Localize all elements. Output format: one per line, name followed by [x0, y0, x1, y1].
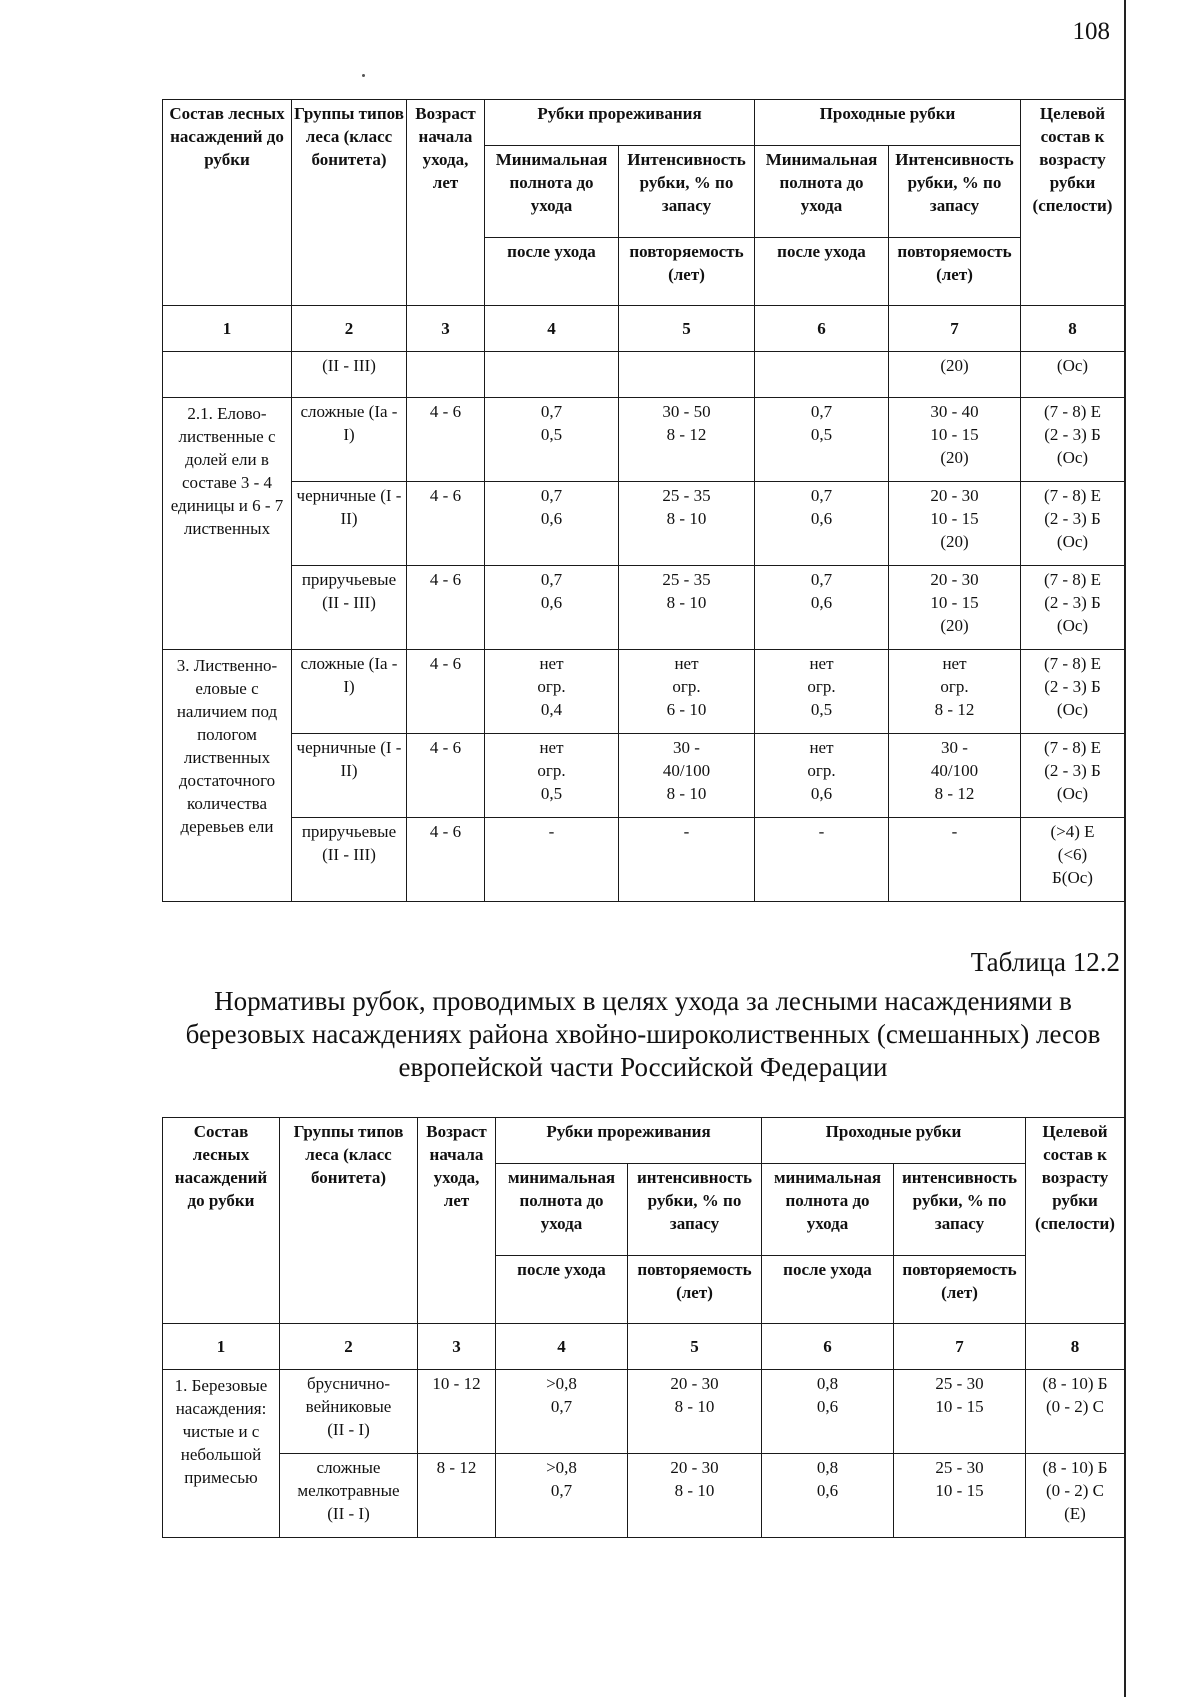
table-cell: 4 - 6 [407, 734, 485, 818]
cell-line: (2 - 3) Б [1044, 593, 1101, 612]
table-cell [280, 1370, 418, 1454]
column-numbers-row [163, 306, 1125, 352]
header-intensity: Интенсивность рубки, % по запасу [619, 146, 755, 238]
cell-line: >0,8 [546, 1458, 577, 1477]
cell-line: (2 - 3) Б [1044, 761, 1101, 780]
cell-line: 0,6 [540, 509, 563, 528]
cell-line: (>4) Е [1050, 822, 1095, 841]
column-numbers-row [163, 1324, 1125, 1370]
cell-line: (Е) [1064, 1504, 1086, 1523]
cell-line: сложные мелкотравные [297, 1458, 400, 1500]
cell-line: 0,6 [810, 509, 833, 528]
column-number: 8 [1026, 1324, 1125, 1370]
cell-line: 30 - 40 [930, 402, 979, 421]
table-cell [1021, 482, 1125, 566]
table-cell [628, 1454, 762, 1538]
header-intensity: интенсивность рубки, % по запасу [628, 1164, 762, 1256]
cell-line: 20 - 30 [930, 486, 979, 505]
column-number: 8 [1021, 306, 1125, 352]
cell-line: (20) [940, 532, 969, 551]
cell-line: 0,5 [810, 425, 833, 444]
cell-line: 30 - [673, 738, 700, 757]
cell-line: 25 - 30 [935, 1458, 984, 1477]
header-after-care: после ухода [755, 238, 889, 306]
table-cell: 10 - 12 [418, 1370, 496, 1454]
cell-line: 0,7 [540, 402, 563, 421]
composition-cell: 3. Лиственно-еловые с наличием под пологом лиственных достаточного количества деревьев ели [163, 650, 292, 902]
cell-line: (0 - 2) С [1045, 1397, 1105, 1416]
table-body [163, 1370, 1125, 1538]
table-cell: (II - III) [292, 352, 407, 398]
table-cell: 4 - 6 [407, 566, 485, 650]
header-intensity: интенсивность рубки, % по запасу [894, 1164, 1026, 1256]
table-cell [292, 818, 407, 902]
cell-line: 10 - 15 [930, 425, 979, 444]
cell-line: 10 - 15 [935, 1397, 984, 1416]
cell-line: (8 - 10) Б [1042, 1458, 1108, 1477]
header-start-age: Возраст начала ухода, лет [418, 1118, 496, 1324]
table-cell [755, 650, 889, 734]
cell-line: (II - I) [327, 1504, 370, 1523]
cell-line: 0,5 [540, 784, 563, 803]
table-cell [163, 352, 292, 398]
table-cell: (Ос) [1021, 352, 1125, 398]
table-row [163, 734, 1125, 818]
table-cell [628, 1370, 762, 1454]
composition-cell: 2.1. Елово-лиственные с долей ели в составе 3 - 4 единицы и 6 - 7 лиственных [163, 398, 292, 650]
cell-line: 20 - 30 [670, 1458, 719, 1477]
table-cell [894, 1454, 1026, 1538]
cell-line: 20 - 30 [670, 1374, 719, 1393]
header-repeatability: повторяемость (лет) [628, 1256, 762, 1324]
cell-line: 0,7 [810, 570, 833, 589]
cell-line: Б(Ос) [1052, 868, 1093, 887]
table-cell [1021, 398, 1125, 482]
cell-line: 0,6 [540, 593, 563, 612]
cell-line: 6 - 10 [666, 700, 707, 719]
cell-line: нет [539, 738, 564, 757]
header-intensity: Интенсивность рубки, % по запасу [889, 146, 1021, 238]
column-number: 7 [894, 1324, 1026, 1370]
cell-line: (<6) [1057, 845, 1088, 864]
cell-line: (II - I) [327, 1420, 370, 1439]
table-cell: - [619, 818, 755, 902]
table-row [163, 566, 1125, 650]
table-cell: 8 - 12 [418, 1454, 496, 1538]
header-thinning: Рубки прореживания [485, 100, 755, 146]
header-min-density: минимальная полнота до ухода [762, 1164, 894, 1256]
column-number: 4 [496, 1324, 628, 1370]
header-thinning: Рубки прореживания [496, 1118, 762, 1164]
header-composition: Состав лесных насаждений до рубки [163, 1118, 280, 1324]
cell-line: (Ос) [1056, 532, 1089, 551]
header-min-density: Минимальная полнота до ухода [485, 146, 619, 238]
table-cell: - [755, 818, 889, 902]
cell-line: (20) [940, 616, 969, 635]
cell-line: 8 - 10 [666, 784, 707, 803]
column-number: 1 [163, 306, 292, 352]
cell-line: 20 - 30 [930, 570, 979, 589]
column-number: 2 [280, 1324, 418, 1370]
cell-line: огр. [672, 677, 701, 696]
table-row [163, 1454, 1125, 1538]
cell-line: огр. [807, 677, 836, 696]
cell-line: бруснично-вейниковые [305, 1374, 392, 1416]
cell-line: огр. [940, 677, 969, 696]
column-number: 6 [755, 306, 889, 352]
cell-line: 30 - 50 [662, 402, 711, 421]
cell-line: 8 - 12 [934, 700, 975, 719]
column-number: 3 [407, 306, 485, 352]
table-cell [1021, 566, 1125, 650]
column-number: 7 [889, 306, 1021, 352]
table-cell: черничные (I - II) [292, 482, 407, 566]
table-cell: - [485, 818, 619, 902]
table-cell [496, 1454, 628, 1538]
column-number: 3 [418, 1324, 496, 1370]
table-row [163, 818, 1125, 902]
cell-line: 0,7 [810, 402, 833, 421]
cell-line: (7 - 8) Е [1043, 570, 1102, 589]
table-cell [889, 650, 1021, 734]
table-cell [619, 650, 755, 734]
cell-line: нет [539, 654, 564, 673]
cell-line: 40/100 [662, 761, 711, 780]
table-cell: 4 - 6 [407, 650, 485, 734]
cell-line: (7 - 8) Е [1043, 486, 1102, 505]
cell-line: 8 - 10 [666, 509, 707, 528]
table-row [163, 650, 1125, 734]
cell-line: приручьевые [301, 570, 397, 589]
cell-line: 0,6 [816, 1481, 839, 1500]
cell-line: огр. [537, 761, 566, 780]
cell-line: (20) [940, 448, 969, 467]
table-cell [619, 482, 755, 566]
table-row [163, 352, 1125, 398]
column-number: 6 [762, 1324, 894, 1370]
table-title: Нормативы рубок, проводимых в целях ухода за лесными насаждениями в березовых насаждениях района хвойно-широколиственных (смешанных) лесов европейской части Российской Федерации [185, 986, 1101, 1082]
table-row [163, 398, 1125, 482]
cell-line: нет [809, 738, 834, 757]
cell-line: (7 - 8) Е [1043, 738, 1102, 757]
column-number: 2 [292, 306, 407, 352]
table-cell [485, 398, 619, 482]
cell-line: 25 - 35 [662, 486, 711, 505]
table-cell [280, 1454, 418, 1538]
cell-line: 0,8 [816, 1374, 839, 1393]
table-cell [755, 566, 889, 650]
cell-line: (Ос) [1056, 616, 1089, 635]
table-cell [485, 566, 619, 650]
table-cell [889, 482, 1021, 566]
cell-line: (II - III) [322, 593, 376, 612]
cell-line: 8 - 12 [934, 784, 975, 803]
header-after-care: после ухода [762, 1256, 894, 1324]
cell-line: (0 - 2) С [1045, 1481, 1105, 1500]
header-passing-cuts: Проходные рубки [762, 1118, 1026, 1164]
header-after-care: после ухода [485, 238, 619, 306]
header-min-density: минимальная полнота до ухода [496, 1164, 628, 1256]
cell-line: (II - III) [322, 845, 376, 864]
cell-line: >0,8 [546, 1374, 577, 1393]
cell-line: нет [674, 654, 699, 673]
table-birch-norms [162, 1117, 1125, 1538]
column-number: 1 [163, 1324, 280, 1370]
table-cell [755, 398, 889, 482]
cell-line: нет [942, 654, 967, 673]
cell-line: (Ос) [1056, 448, 1089, 467]
table-body [163, 398, 1125, 902]
cell-line: 0,7 [540, 486, 563, 505]
cell-line: 8 - 10 [674, 1481, 715, 1500]
cell-line: 8 - 12 [666, 425, 707, 444]
table-cell [889, 566, 1021, 650]
cell-line: огр. [537, 677, 566, 696]
table-cell: черничные (I - II) [292, 734, 407, 818]
table-cell [755, 352, 889, 398]
table-cell [485, 482, 619, 566]
table-cell [894, 1370, 1026, 1454]
cell-line: 0,7 [550, 1397, 573, 1416]
table-cell: сложные (Iа - I) [292, 398, 407, 482]
cell-line: огр. [807, 761, 836, 780]
column-number: 4 [485, 306, 619, 352]
table-cell: 4 - 6 [407, 818, 485, 902]
cell-line: 0,7 [540, 570, 563, 589]
cell-line: (2 - 3) Б [1044, 509, 1101, 528]
header-repeatability: повторяемость (лет) [894, 1256, 1026, 1324]
table-cell [1021, 818, 1125, 902]
cell-line: 0,5 [540, 425, 563, 444]
header-forest-type: Группы типов леса (класс бонитета) [280, 1118, 418, 1324]
table-cell: 4 - 6 [407, 398, 485, 482]
column-number: 5 [628, 1324, 762, 1370]
table-cell [407, 352, 485, 398]
cell-line: приручьевые [301, 822, 397, 841]
header-passing-cuts: Проходные рубки [755, 100, 1021, 146]
cell-line: (8 - 10) Б [1042, 1374, 1108, 1393]
cell-line: 10 - 15 [930, 593, 979, 612]
cell-line: 40/100 [930, 761, 979, 780]
table-row [163, 1370, 1125, 1454]
cell-line: 8 - 10 [666, 593, 707, 612]
table-cell: 4 - 6 [407, 482, 485, 566]
header-target-composition: Целевой состав к возрасту рубки (спелости) [1026, 1118, 1125, 1324]
header-composition: Состав лесных насаждений до рубки [163, 100, 292, 306]
cell-line: 25 - 35 [662, 570, 711, 589]
table-cell [889, 734, 1021, 818]
cell-line: 30 - [941, 738, 968, 757]
header-after-care: после ухода [496, 1256, 628, 1324]
header-repeatability: повторяемость (лет) [619, 238, 755, 306]
cell-line: 0,8 [816, 1458, 839, 1477]
cell-line: (Ос) [1056, 700, 1089, 719]
composition-cell: 1. Березовые насаждения: чистые и с небольшой примесью [163, 1370, 280, 1538]
scan-speck [362, 74, 365, 77]
cell-line: 0,6 [816, 1397, 839, 1416]
table-cell [292, 566, 407, 650]
table-cell [485, 352, 619, 398]
table-cell [485, 650, 619, 734]
table-cell: - [889, 818, 1021, 902]
cell-line: 0,7 [550, 1481, 573, 1500]
header-forest-type: Группы типов леса (класс бонитета) [292, 100, 407, 306]
table-cell [1021, 734, 1125, 818]
table-cell [762, 1454, 894, 1538]
cell-line: 10 - 15 [935, 1481, 984, 1500]
cell-line: 25 - 30 [935, 1374, 984, 1393]
table-label: Таблица 12.2 [970, 947, 1120, 977]
column-number: 5 [619, 306, 755, 352]
table-cell [755, 734, 889, 818]
header-target-composition: Целевой состав к возрасту рубки (спелости) [1021, 100, 1125, 306]
cell-line: (Ос) [1056, 784, 1089, 803]
table-cell [485, 734, 619, 818]
header-min-density: Минимальная полнота до ухода [755, 146, 889, 238]
table-cell [619, 566, 755, 650]
cell-line: 0,6 [810, 593, 833, 612]
table-cell [619, 734, 755, 818]
cell-line: (2 - 3) Б [1044, 425, 1101, 444]
table-cell: (20) [889, 352, 1021, 398]
page-number: 108 [1072, 18, 1110, 45]
table-cell [619, 398, 755, 482]
table-cell [889, 398, 1021, 482]
header-start-age: Возраст начала ухода, лет [407, 100, 485, 306]
cell-line: (2 - 3) Б [1044, 677, 1101, 696]
table-cell [1021, 650, 1125, 734]
cell-line: нет [809, 654, 834, 673]
table-row [163, 482, 1125, 566]
cell-line: (7 - 8) Е [1043, 654, 1102, 673]
cell-line: 0,6 [810, 784, 833, 803]
table-spruce-norms [162, 99, 1125, 902]
table-cell [755, 482, 889, 566]
cell-line: 10 - 15 [930, 509, 979, 528]
table-cell [619, 352, 755, 398]
cell-line: 8 - 10 [674, 1397, 715, 1416]
cell-line: 0,7 [810, 486, 833, 505]
header-repeatability: повторяемость (лет) [889, 238, 1021, 306]
table-cell: сложные (Iа - I) [292, 650, 407, 734]
table-cell [496, 1370, 628, 1454]
table-cell [1026, 1454, 1125, 1538]
cell-line: 0,4 [540, 700, 563, 719]
cell-line: 0,5 [810, 700, 833, 719]
cell-line: (7 - 8) Е [1043, 402, 1102, 421]
table-cell [1026, 1370, 1125, 1454]
table-cell [762, 1370, 894, 1454]
